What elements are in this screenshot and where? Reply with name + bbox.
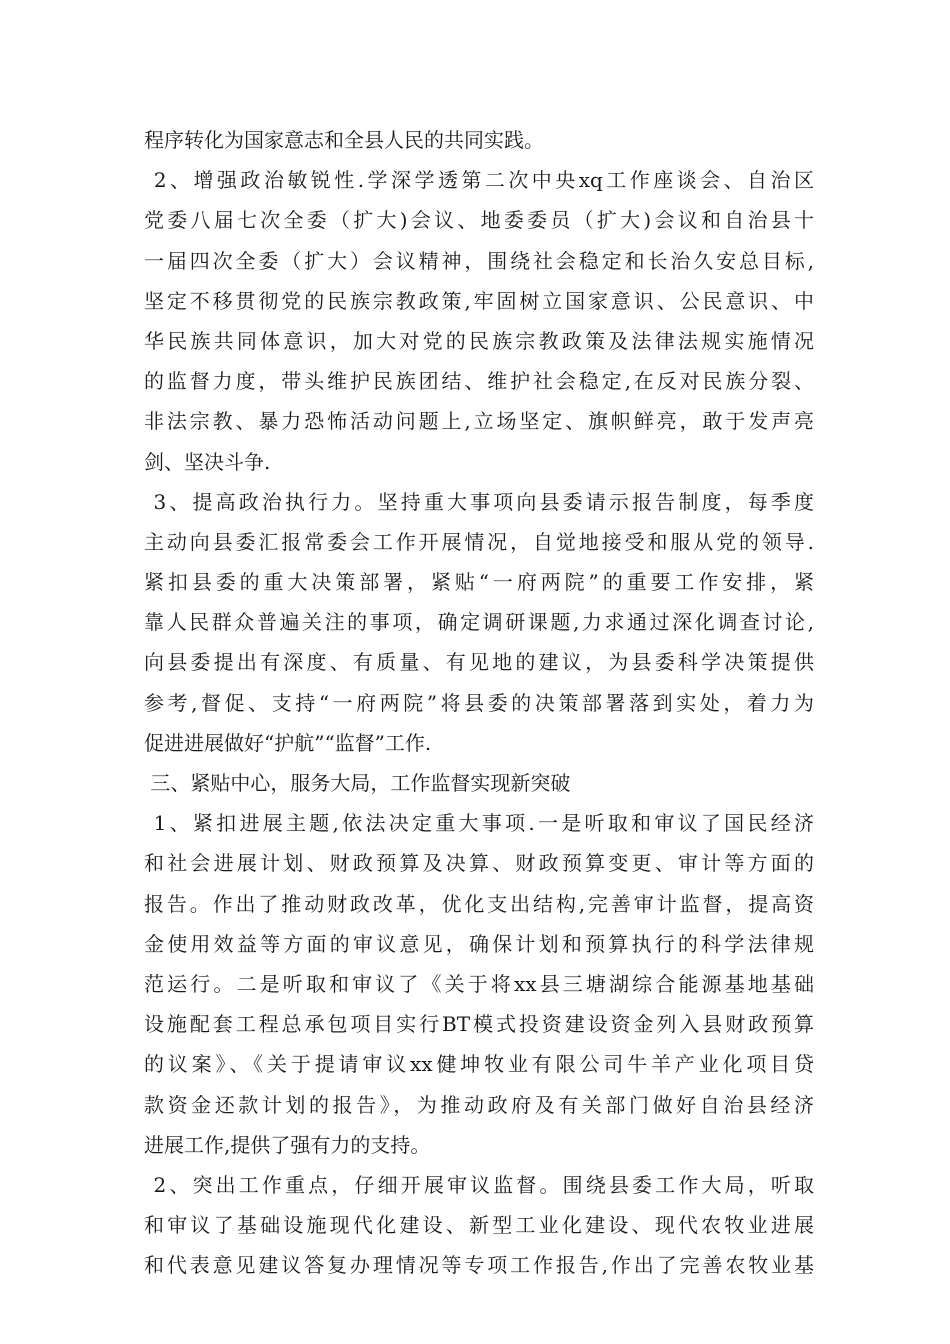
text-line: 和审议了基础设施现代化建设、新型工业化建设、现代农牧业进展 (144, 1213, 814, 1238)
document-body (144, 120, 814, 1285)
text-line: 的议案》、《关于提请审议xx健坤牧业有限公司牛羊产业化项目贷 (144, 1052, 814, 1077)
text-line: 3、提高政治执行力。坚持重大事项向县委请示报告制度，每季度 (144, 489, 814, 514)
text-line: 华民族共同体意识，加大对党的民族宗教政策及法律法规实施情况 (144, 328, 814, 353)
text-line: 坚定不移贯彻党的民族宗教政策,牢固树立国家意识、公民意识、中 (144, 288, 814, 313)
text-line: 主动向县委汇报常委会工作开展情况，自觉地接受和服从党的领导. (144, 529, 814, 554)
text-line: 范运行。二是听取和审议了《关于将xx县三塘湖综合能源基地基础 (144, 971, 814, 996)
text-line: 程序转化为国家意志和全县人民的共同实践。 (144, 128, 544, 152)
text-line: 和代表意见建议答复办理情况等专项工作报告,作出了完善农牧业基 (144, 1253, 814, 1278)
text-line: 参考,督促、支持“一府两院”将县委的决策部署落到实处，着力为 (144, 690, 814, 715)
text-line: 款资金还款计划的报告》，为推动政府及有关部门做好自治县经济 (144, 1092, 814, 1117)
text-line: 2、突出工作重点，仔细开展审议监督。围绕县委工作大局，听取 (144, 1172, 814, 1197)
text-line: 促进进展做好“护航”“监督”工作. (144, 730, 432, 755)
text-line: 党委八届七次全委（扩大)会议、地委委员（扩大)会议和自治县十 (144, 208, 814, 233)
text-line: 金使用效益等方面的审议意见，确保计划和预算执行的科学法律规 (144, 931, 814, 956)
text-line: 一届四次全委（扩大）会议精神，围绕社会稳定和长治久安总目标, (144, 248, 814, 273)
text-line: 报告。作出了推动财政改革，优化支出结构,完善审计监督，提高资 (144, 891, 814, 916)
text-line: 紧扣县委的重大决策部署，紧贴“一府两院”的重要工作安排，紧 (144, 570, 814, 595)
text-line: 剑、坚决斗争. (144, 449, 271, 474)
text-line: 1、紧扣进展主题,依法决定重大事项.一是听取和审议了国民经济 (144, 811, 814, 836)
text-line: 三、紧贴中心，服务大局，工作监督实现新突破 (144, 771, 571, 795)
text-line: 非法宗教、暴力恐怖活动问题上,立场坚定、旗帜鲜亮，敢于发声亮 (144, 409, 814, 434)
text-line: 的监督力度，带头维护民族团结、维护社会稳定,在反对民族分裂、 (144, 369, 814, 394)
text-line: 2、增强政治敏锐性.学深学透第二次中央xq工作座谈会、自治区 (144, 168, 814, 193)
text-line: 靠人民群众普遍关注的事项，确定调研课题,力求通过深化调查讨论, (144, 610, 814, 635)
text-line: 设施配套工程总承包项目实行BT模式投资建设资金列入县财政预算 (144, 1012, 814, 1037)
text-line: 进展工作,提供了强有力的支持。 (144, 1132, 431, 1157)
text-line: 向县委提出有深度、有质量、有见地的建议，为县委科学决策提供 (144, 650, 814, 675)
text-line: 和社会进展计划、财政预算及决算、财政预算变更、审计等方面的 (144, 851, 814, 876)
